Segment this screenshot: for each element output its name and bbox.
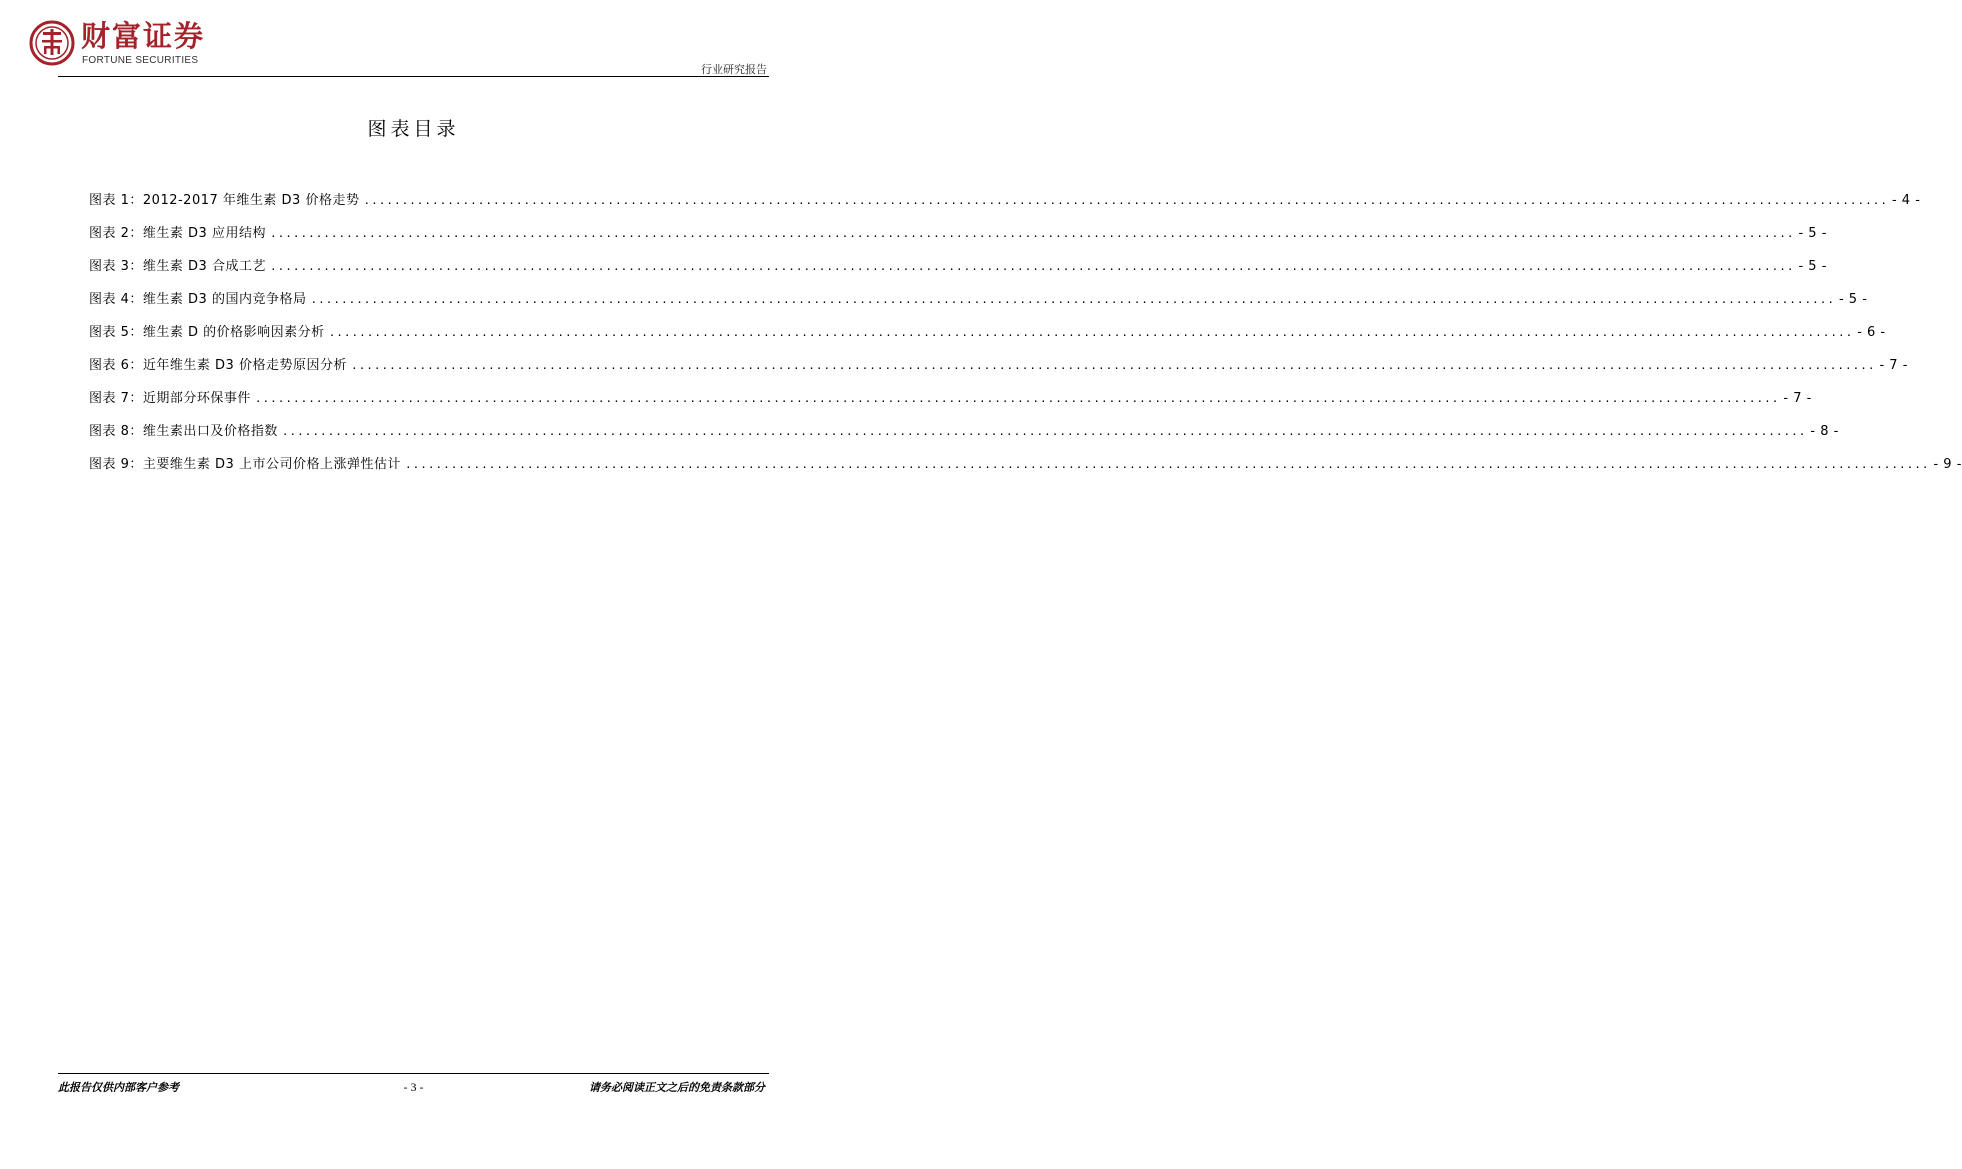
toc-entry-page: - 7 - (1879, 358, 1908, 373)
toc-entry[interactable] (89, 226, 1827, 259)
toc-leader-dots: ........................................................................................................................................................................................................ (363, 194, 1888, 207)
toc-entry[interactable] (89, 292, 1868, 325)
header-divider (58, 76, 769, 77)
page-header (0, 0, 827, 80)
footer-audience-note: 此报告仅供内部客户参考 (58, 1081, 179, 1094)
fortune-logo-icon (29, 20, 75, 66)
toc-entry[interactable] (89, 358, 1908, 391)
toc-entry-page: - 7 - (1783, 391, 1812, 406)
page-number: - 3 - (403, 1080, 424, 1094)
toc-leader-dots: ........................................................................................................................................................................................................ (350, 359, 1876, 372)
toc-entry[interactable] (89, 259, 1827, 292)
toc-entry[interactable] (89, 325, 1886, 358)
toc-entry-page: - 5 - (1798, 259, 1827, 274)
footer-disclaimer-note: 请务必阅读正文之后的免责条款部分 (589, 1081, 765, 1094)
toc-entry-label: 图表 7：近期部分环保事件 (89, 391, 251, 406)
logo-chinese-name: 财富证券 (81, 19, 206, 53)
toc-entry-page: - 5 - (1838, 292, 1868, 307)
footer-divider (58, 1073, 769, 1074)
toc-entry-page: - 6 - (1857, 325, 1886, 340)
toc-entry-label: 图表 8：维生素出口及价格指数 (89, 424, 278, 439)
toc-entry-label: 图表 3：维生素 D3 合成工艺 (89, 259, 266, 274)
toc-entry[interactable] (89, 424, 1839, 457)
toc-leader-dots: ........................................................................................................................................................................................................ (269, 260, 1795, 273)
toc-entry-label: 图表 2：维生素 D3 应用结构 (89, 226, 266, 241)
toc-entry-page: - 4 - (1891, 193, 1921, 208)
toc-leader-dots: ........................................................................................................................................................................................................ (269, 227, 1795, 240)
report-type-label: 行业研究报告 (701, 63, 767, 76)
toc-entry-label: 图表 6：近年维生素 D3 价格走势原因分析 (89, 358, 347, 373)
toc-entry-page: - 9 - (1933, 457, 1962, 472)
toc-entry-label: 图表 5：维生素 D 的价格影响因素分析 (89, 325, 325, 340)
logo-english-name: FORTUNE SECURITIES (82, 55, 199, 66)
toc-entry[interactable] (89, 391, 1812, 424)
toc-entry[interactable] (89, 193, 1921, 226)
toc-title: 图表目录 (367, 118, 460, 140)
toc-entry-label: 图表 1：2012-2017 年维生素 D3 价格走势 (89, 193, 360, 208)
toc-entry-page: - 5 - (1798, 226, 1827, 241)
toc-entry-page: - 8 - (1810, 424, 1839, 439)
toc-leader-dots: ........................................................................................................................................................................................................ (281, 425, 1807, 438)
toc-entry[interactable] (89, 457, 1962, 490)
toc-leader-dots: ........................................................................................................................................................................................................ (328, 326, 1854, 339)
toc-entry-label: 图表 9：主要维生素 D3 上市公司价格上涨弹性估计 (89, 457, 401, 472)
toc-entry-label: 图表 4：维生素 D3 的国内竞争格局 (89, 292, 307, 307)
toc-leader-dots: ........................................................................................................................................................................................................ (310, 293, 1835, 306)
table-of-figures (89, 193, 1962, 490)
toc-leader-dots: ........................................................................................................................................................................................................ (404, 458, 1930, 471)
toc-leader-dots: ........................................................................................................................................................................................................ (254, 392, 1780, 405)
